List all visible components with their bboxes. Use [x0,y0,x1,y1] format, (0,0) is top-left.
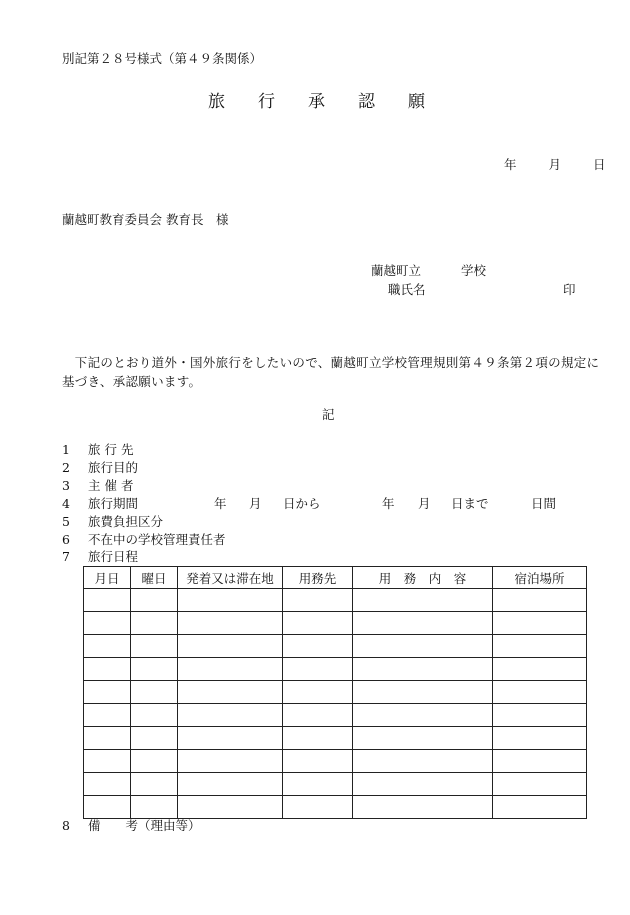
table-cell[interactable] [178,750,283,773]
table-cell[interactable] [178,635,283,658]
item-purpose: 2 旅行目的 [62,460,139,475]
table-cell[interactable] [131,681,178,704]
table-cell[interactable] [283,773,353,796]
table-cell[interactable] [493,635,587,658]
table-cell[interactable] [84,589,131,612]
table-row [84,704,587,727]
table-cell[interactable] [283,704,353,727]
table-cell[interactable] [283,658,353,681]
table-row [84,727,587,750]
table-cell[interactable] [493,750,587,773]
table-cell[interactable] [493,704,587,727]
period-month-end: 月 [418,496,431,511]
table-cell[interactable] [353,704,493,727]
item-period: 4 旅行期間 年 月 日から 年 月 日まで 日間 [62,496,557,511]
table-cell[interactable] [84,704,131,727]
period-month-start: 月 [249,496,262,511]
table-cell[interactable] [131,635,178,658]
table-cell[interactable] [178,727,283,750]
table-cell[interactable] [84,612,131,635]
table-cell[interactable] [353,750,493,773]
table-cell[interactable] [493,681,587,704]
table-cell[interactable] [283,612,353,635]
table-cell[interactable] [84,750,131,773]
item-itinerary: 7 旅行日程 [62,549,139,564]
document-title: 旅行承認願 [208,92,458,112]
table-cell[interactable] [131,612,178,635]
table-cell[interactable] [131,658,178,681]
table-row [84,589,587,612]
table-cell[interactable] [283,589,353,612]
period-year-end: 年 [382,496,395,511]
table-cell[interactable] [84,773,131,796]
table-cell[interactable] [178,704,283,727]
table-cell[interactable] [131,796,178,819]
item-remarks: 8 備 考（理由等） [62,818,201,833]
item-organizer: 3 主 催 者 [62,478,134,493]
table-cell[interactable] [493,612,587,635]
table-cell[interactable] [84,727,131,750]
item-expense-burden: 5 旅費負担区分 [62,514,164,529]
table-cell[interactable] [283,635,353,658]
table-row [84,612,587,635]
table-cell[interactable] [353,773,493,796]
header-location: 発着又は滞在地 [178,567,283,589]
table-cell[interactable] [353,635,493,658]
period-day-to: 日まで [451,496,489,511]
table-cell[interactable] [493,727,587,750]
table-cell[interactable] [493,796,587,819]
table-cell[interactable] [283,681,353,704]
table-cell[interactable] [84,681,131,704]
table-cell[interactable] [131,773,178,796]
table-row [84,773,587,796]
table-row [84,796,587,819]
school-suffix: 学校 [461,263,487,278]
table-cell[interactable] [353,796,493,819]
table-cell[interactable] [131,750,178,773]
table-cell[interactable] [493,773,587,796]
table-cell[interactable] [178,658,283,681]
date-line [504,159,606,172]
table-cell[interactable] [178,796,283,819]
period-days: 日間 [531,496,557,511]
table-cell[interactable] [131,589,178,612]
stamp-mark: 印 [563,282,576,297]
item-acting-manager: 6 不在中の学校管理責任者 [62,532,226,547]
header-lodging: 宿泊場所 [493,567,587,589]
table-cell[interactable] [283,727,353,750]
table-cell[interactable] [178,612,283,635]
form-number: 別記第２８号様式（第４９条関係） [62,51,263,66]
table-cell[interactable] [131,727,178,750]
applicant-name-label: 職氏名 [388,282,426,297]
table-row [84,681,587,704]
ki-heading: 記 [322,407,335,422]
header-visit-place: 用務先 [283,567,353,589]
table-cell[interactable] [493,589,587,612]
table-cell[interactable] [353,658,493,681]
table-cell[interactable] [178,773,283,796]
table-cell[interactable] [84,796,131,819]
table-row [84,635,587,658]
period-year-start: 年 [214,496,227,511]
item-destination: 1 旅 行 先 [62,442,134,457]
table-cell[interactable] [353,727,493,750]
table-cell[interactable] [353,612,493,635]
body-text: 下記のとおり道外・国外旅行をしたいので、蘭越町立学校管理規則第４９条第２項の規定に基づき、承認願います。 [62,355,600,389]
table-cell[interactable] [353,681,493,704]
table-header-row [84,567,587,589]
table-cell[interactable] [84,658,131,681]
period-day-from: 日から [283,496,321,511]
header-date: 月日 [84,567,131,589]
table-cell[interactable] [493,658,587,681]
table-cell[interactable] [131,704,178,727]
table-cell[interactable] [84,635,131,658]
recipient: 蘭越町教育委員会 教育長 様 [62,212,229,227]
date-day: 日 [593,157,606,172]
table-body [84,589,587,819]
table-cell[interactable] [353,589,493,612]
date-month: 月 [548,157,562,172]
table-row [84,750,587,773]
header-business-content: 用 務 内 容 [353,567,493,589]
date-year: 年 [504,157,517,172]
table-cell[interactable] [283,796,353,819]
school-prefix: 蘭越町立 [371,263,422,278]
applicant-school [371,265,486,278]
table-cell[interactable] [178,589,283,612]
header-weekday: 曜日 [131,567,178,589]
table-cell[interactable] [283,750,353,773]
itinerary-table [83,566,587,819]
table-row [84,658,587,681]
table-cell[interactable] [178,681,283,704]
